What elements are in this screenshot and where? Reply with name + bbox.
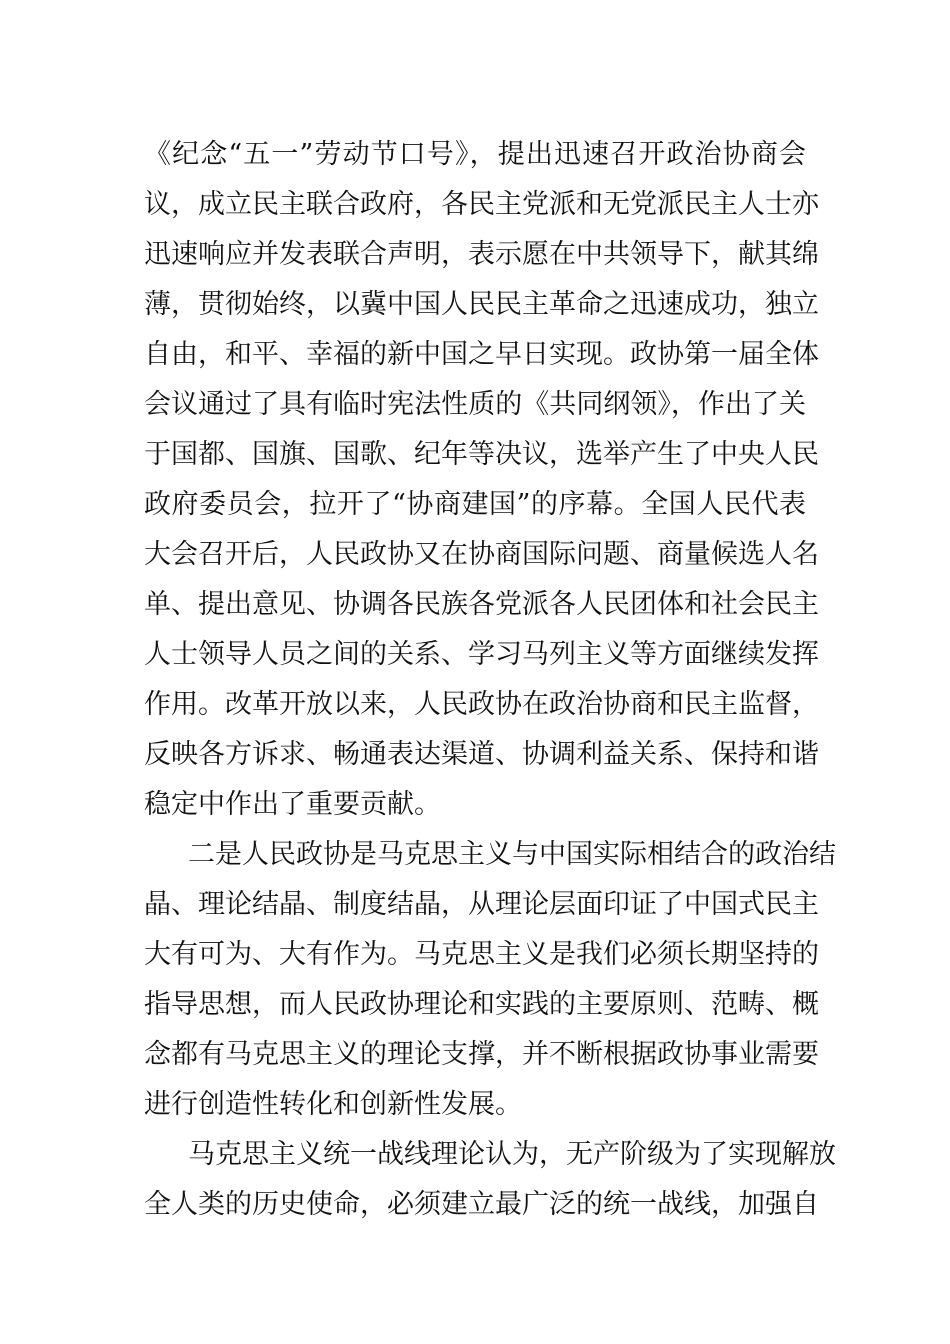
text-line: 指导思想，而人民政协理论和实践的主要原则、范畴、概 [144, 989, 819, 1020]
text-line: 全人类的历史使命，必须建立最广泛的统一战线，加强自 [144, 1189, 819, 1220]
text-line: 《纪念“五一”劳动节口号》，提出迅速召开政治协商会 [144, 139, 806, 170]
text-line: 会议通过了具有临时宪法性质的《共同纲领》，作出了关 [144, 389, 806, 420]
text-line: 薄，贯彻始终，以冀中国人民民主革命之迅速成功，独立 [144, 289, 819, 320]
text-line: 作用。改革开放以来，人民政协在政治协商和民主监督， [144, 689, 819, 720]
text-line: 自由，和平、幸福的新中国之早日实现。政协第一届全体 [144, 339, 819, 370]
text-line: 稳定中作出了重要贡献。 [144, 789, 441, 820]
text-line: 晶、理论结晶、制度结晶，从理论层面印证了中国式民主 [144, 889, 819, 920]
document-body [144, 130, 836, 1230]
text-line: 进行创造性转化和创新性发展。 [144, 1089, 522, 1120]
text-line: 议，成立民主联合政府，各民主党派和无党派民主人士亦 [144, 189, 819, 220]
text-line: 大有可为、大有作为。马克思主义是我们必须长期坚持的 [144, 939, 819, 970]
text-line: 政府委员会，拉开了“协商建国”的序幕。全国人民代表 [144, 489, 806, 520]
text-line: 二是人民政协是马克思主义与中国实际相结合的政治结 [188, 839, 836, 870]
text-line: 马克思主义统一战线理论认为，无产阶级为了实现解放 [188, 1139, 836, 1170]
text-line: 单、提出意见、协调各民族各党派各人民团体和社会民主 [144, 589, 819, 620]
text-line: 反映各方诉求、畅通表达渠道、协调利益关系、保持和谐 [144, 739, 819, 770]
text-line: 于国都、国旗、国歌、纪年等决议，选举产生了中央人民 [144, 439, 819, 470]
text-line: 人士领导人员之间的关系、学习马列主义等方面继续发挥 [144, 639, 819, 670]
text-line: 念都有马克思主义的理论支撑，并不断根据政协事业需要 [144, 1039, 819, 1070]
text-line: 迅速响应并发表联合声明，表示愿在中共领导下，献其绵 [144, 239, 819, 270]
text-line: 大会召开后，人民政协又在协商国际问题、商量候选人名 [144, 539, 819, 570]
